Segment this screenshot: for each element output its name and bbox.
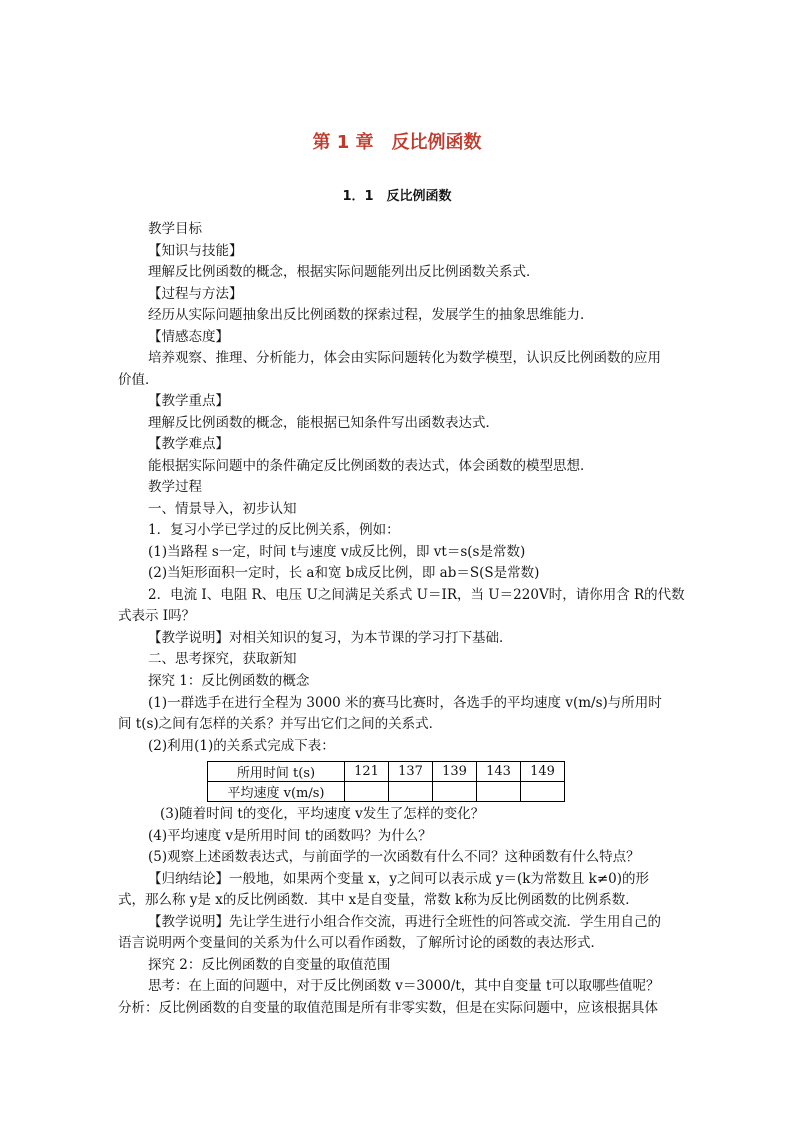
- text-line: 探究 2：反比例函数的自变量的取值范围: [148, 957, 391, 973]
- text-line: 【教学说明】对相关知识的复习，为本节课的学习打下基础．: [148, 630, 513, 646]
- text-line: (2)当矩形面积一定时，长 a和宽 b成反比例，即 ab＝S(S是常数): [148, 565, 540, 581]
- text-line: 语言说明两个变量间的关系为什么可以看作函数，了解所讨论的函数的表达形式．: [118, 935, 604, 951]
- text-line: 思考：在上面的问题中，对于反比例函数 v＝3000/t，其中自变量 t可以取哪些值呢？: [148, 978, 660, 994]
- text-line: 能根据实际问题中的条件确定反比例函数的表达式，体会函数的模型思想．: [148, 458, 594, 474]
- table-row: [208, 762, 565, 782]
- text-line: 式，那么称 y是 x的反比例函数．其中 x是自变量，常数 k称为反比例函数的比例系数．: [118, 892, 639, 908]
- table-cell: 121: [345, 762, 389, 782]
- table-cell: 平均速度 v(m/s): [208, 782, 345, 802]
- table-cell: 139: [433, 762, 477, 782]
- table-cell: 143: [477, 762, 521, 782]
- table-cell: 149: [521, 762, 565, 782]
- text-line: (4)平均速度 v是所用时间 t的函数吗？为什么？: [148, 828, 432, 844]
- text-line: 一、情景导入，初步认知: [148, 501, 297, 517]
- text-line: 【知识与技能】: [148, 243, 243, 259]
- text-line: 教学目标: [148, 221, 202, 237]
- table-row: [208, 782, 565, 802]
- table-cell-empty: [521, 782, 565, 802]
- text-line: 理解反比例函数的概念，能根据已知条件写出函数表达式．: [148, 415, 499, 431]
- text-line: 【教学难点】: [148, 436, 229, 452]
- text-line: 理解反比例函数的概念，根据实际问题能列出反比例函数关系式．: [148, 264, 540, 280]
- text-line: 【归纳结论】一般地，如果两个变量 x，y之间可以表示成 y＝(k为常数且 k≠0)的形: [148, 871, 650, 887]
- text-line: 2．电流 I、电阻 R、电压 U之间满足关系式 U＝IR，当 U＝220V时，请你用含 R的代数: [148, 587, 685, 603]
- text-line: 式表示 I吗？: [118, 608, 196, 624]
- table-cell-empty: [477, 782, 521, 802]
- text-line: 教学过程: [148, 479, 202, 495]
- text-line: 二、思考探究，获取新知: [148, 651, 297, 667]
- text-line: 【教学重点】: [148, 393, 229, 409]
- text-line: (3)随着时间 t的变化，平均速度 v发生了怎样的变化？: [160, 806, 485, 822]
- table-cell: 137: [389, 762, 433, 782]
- table-cell-empty: [433, 782, 477, 802]
- section-title: 1．1 反比例函数: [342, 189, 452, 204]
- text-line: (2)利用(1)的关系式完成下表：: [148, 738, 335, 754]
- text-line: 培养观察、推理、分析能力，体会由实际问题转化为数学模型，认识反比例函数的应用: [148, 350, 661, 366]
- text-line: 经历从实际问题抽象出反比例函数的探索过程，发展学生的抽象思维能力．: [148, 307, 594, 323]
- text-line: 价值．: [118, 372, 159, 388]
- text-line: 间 t(s)之间有怎样的关系？并写出它们之间的关系式．: [118, 716, 443, 732]
- text-line: 探究 1：反比例函数的概念: [148, 673, 310, 689]
- text-line: 分析：反比例函数的自变量的取值范围是所有非零实数，但是在实际问题中，应该根据具体: [118, 1000, 658, 1016]
- text-line: 【情感态度】: [148, 329, 229, 345]
- table-cell-empty: [345, 782, 389, 802]
- chapter-title: 第 1 章 反比例函数: [312, 132, 482, 153]
- table-cell-empty: [389, 782, 433, 802]
- text-line: 【过程与方法】: [148, 286, 243, 302]
- table-cell: 所用时间 t(s): [208, 762, 345, 782]
- text-line: 【教学说明】先让学生进行小组合作交流，再进行全班性的问答或交流．学生用自己的: [148, 914, 661, 930]
- text-line: 1．复习小学已学过的反比例关系，例如：: [148, 522, 400, 538]
- text-line: (5)观察上述函数表达式，与前面学的一次函数有什么不同？这种函数有什么特点？: [148, 849, 640, 865]
- text-line: (1)一群选手在进行全程为 3000 米的赛马比赛时，各选手的平均速度 v(m/s)与所用时: [148, 695, 662, 711]
- text-line: (1)当路程 s一定，时间 t与速度 v成反比例，即 vt＝s(s是常数): [148, 544, 526, 560]
- time-speed-table: [207, 761, 565, 802]
